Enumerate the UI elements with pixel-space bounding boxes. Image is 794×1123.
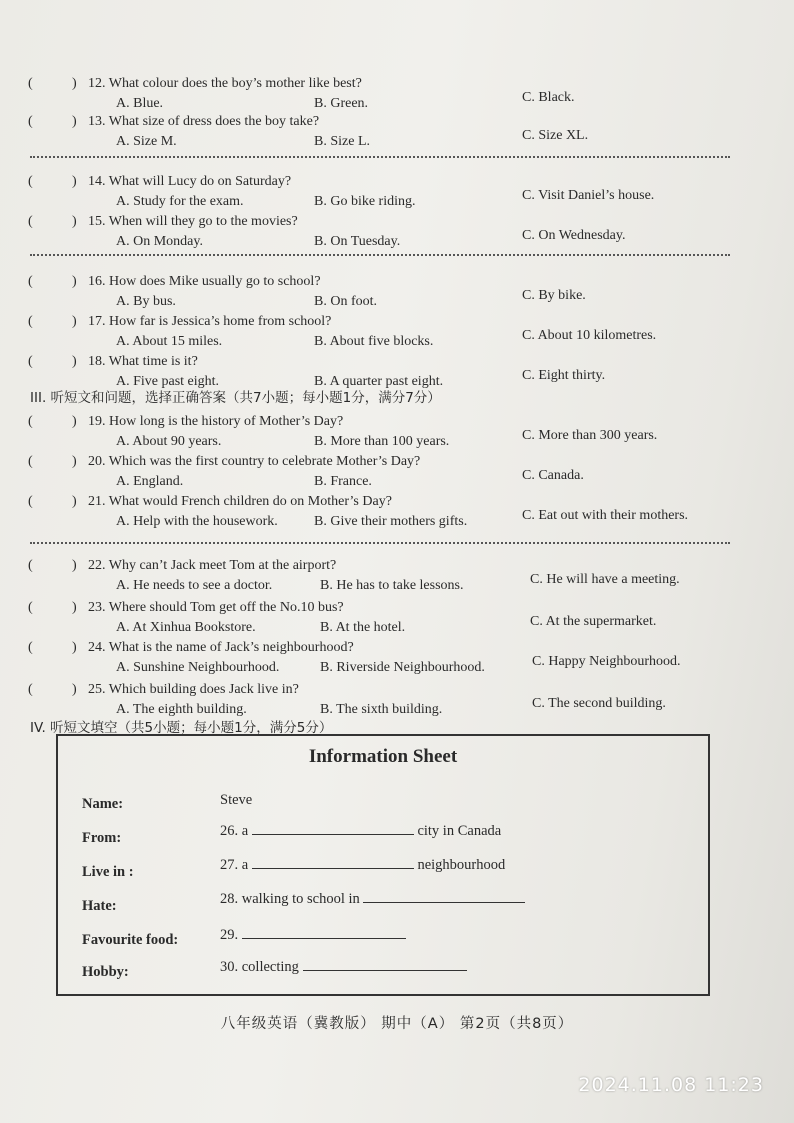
option-b: B. On Tuesday. xyxy=(314,234,401,249)
option-c: C. More than 300 years. xyxy=(522,428,658,443)
option-b: B. More than 100 years. xyxy=(314,434,450,449)
blank-27: 27. a neighbourhood xyxy=(220,857,506,873)
option-b: B. About five blocks. xyxy=(314,334,434,349)
question-text: 20. Which was the first country to celebrate Mother’s Day? xyxy=(88,454,421,469)
option-a: A. Help with the housework. xyxy=(116,514,278,529)
question-text: 21. What would French children do on Mother’s Day? xyxy=(88,494,392,509)
answer-paren[interactable]: ( ) xyxy=(28,682,77,697)
question-text: 14. What will Lucy do on Saturday? xyxy=(88,174,292,189)
option-c: C. Eight thirty. xyxy=(522,368,606,383)
photo-timestamp: 2024.11.08 11:23 xyxy=(578,1074,764,1096)
answer-paren[interactable]: ( ) xyxy=(28,76,77,91)
label-live-in: Live in : xyxy=(82,864,134,880)
option-a: A. The eighth building. xyxy=(116,702,247,717)
option-a: A. Sunshine Neighbourhood. xyxy=(116,660,280,675)
option-c: C. The second building. xyxy=(532,696,666,711)
option-b: B. Riverside Neighbourhood. xyxy=(320,660,485,675)
dotted-divider xyxy=(30,542,730,544)
option-b: B. A quarter past eight. xyxy=(314,374,444,389)
question-text: 23. Where should Tom get off the No.10 bus? xyxy=(88,600,344,615)
option-c: C. Happy Neighbourhood. xyxy=(532,654,681,669)
question-14 xyxy=(0,174,794,214)
option-c: C. About 10 kilometres. xyxy=(522,328,657,343)
question-20 xyxy=(0,454,794,494)
blank-26-line[interactable] xyxy=(252,822,414,835)
section-4-heading: IV. 听短文填空（共5小题；每小题1分，满分5分） xyxy=(30,720,333,736)
question-text: 24. What is the name of Jack’s neighbourhood? xyxy=(88,640,354,655)
option-a: A. Study for the exam. xyxy=(116,194,244,209)
information-sheet xyxy=(56,734,710,996)
question-text: 22. Why can’t Jack meet Tom at the airport? xyxy=(88,558,337,573)
answer-paren[interactable]: ( ) xyxy=(28,640,77,655)
question-21 xyxy=(0,494,794,534)
label-from: From: xyxy=(82,830,122,846)
blank-29: 29. xyxy=(220,926,406,944)
option-a: A. About 90 years. xyxy=(116,434,222,449)
question-17 xyxy=(0,314,794,354)
option-a: A. At Xinhua Bookstore. xyxy=(116,620,256,635)
question-19 xyxy=(0,414,794,454)
answer-paren[interactable]: ( ) xyxy=(28,274,77,289)
option-c: C. He will have a meeting. xyxy=(530,572,680,587)
section-3-heading: III. 听短文和问题，选择正确答案（共7小题；每小题1分，满分7分） xyxy=(30,390,441,406)
blank-27-line[interactable] xyxy=(252,856,414,869)
label-hate: Hate: xyxy=(82,898,117,914)
question-text: 19. How long is the history of Mother’s Day? xyxy=(88,414,344,429)
blank-28-line[interactable] xyxy=(363,890,525,903)
option-a: A. On Monday. xyxy=(116,234,203,249)
option-a: A. Blue. xyxy=(116,96,164,111)
question-text: 13. What size of dress does the boy take? xyxy=(88,114,320,129)
answer-paren[interactable]: ( ) xyxy=(28,114,77,129)
option-c: C. Black. xyxy=(522,90,575,105)
question-22 xyxy=(0,558,794,598)
blank-30-line[interactable] xyxy=(303,958,467,971)
question-16 xyxy=(0,274,794,314)
option-a: A. Five past eight. xyxy=(116,374,220,389)
option-c: C. On Wednesday. xyxy=(522,228,626,243)
option-c: C. Eat out with their mothers. xyxy=(522,508,689,523)
question-text: 16. How does Mike usually go to school? xyxy=(88,274,321,289)
answer-paren[interactable]: ( ) xyxy=(28,414,77,429)
answer-paren[interactable]: ( ) xyxy=(28,454,77,469)
option-b: B. Size L. xyxy=(314,134,370,149)
option-c: C. Size XL. xyxy=(522,128,589,143)
blank-29-line[interactable] xyxy=(242,926,406,939)
answer-paren[interactable]: ( ) xyxy=(28,214,77,229)
option-c: C. Visit Daniel’s house. xyxy=(522,188,655,203)
option-b: B. The sixth building. xyxy=(320,702,443,717)
answer-paren[interactable]: ( ) xyxy=(28,314,77,329)
option-b: B. France. xyxy=(314,474,372,489)
option-a: A. He needs to see a doctor. xyxy=(116,578,273,593)
question-23 xyxy=(0,600,794,640)
answer-paren[interactable]: ( ) xyxy=(28,600,77,615)
option-c: C. By bike. xyxy=(522,288,586,303)
page-footer: 八年级英语（冀教版） 期中（A） 第2页（共8页） xyxy=(220,1016,574,1032)
question-13 xyxy=(0,114,794,154)
option-a: A. Size M. xyxy=(116,134,177,149)
blank-28: 28. walking to school in xyxy=(220,890,525,908)
option-b: B. Go bike riding. xyxy=(314,194,416,209)
question-text: 12. What colour does the boy’s mother like best? xyxy=(88,76,362,91)
option-c: C. Canada. xyxy=(522,468,584,483)
option-b: B. At the hotel. xyxy=(320,620,406,635)
answer-paren[interactable]: ( ) xyxy=(28,354,77,369)
question-text: 15. When will they go to the movies? xyxy=(88,214,298,229)
blank-26: 26. a city in Canada xyxy=(220,823,502,839)
option-b: B. Give their mothers gifts. xyxy=(314,514,468,529)
label-name: Name: xyxy=(82,796,124,812)
information-sheet-title: Information Sheet xyxy=(308,746,458,767)
dotted-divider xyxy=(30,156,730,158)
question-15 xyxy=(0,214,794,254)
question-24 xyxy=(0,640,794,680)
label-favourite-food: Favourite food: xyxy=(82,932,179,948)
option-b: B. On foot. xyxy=(314,294,377,309)
option-a: A. By bus. xyxy=(116,294,176,309)
option-a: A. England. xyxy=(116,474,184,489)
option-c: C. At the supermarket. xyxy=(530,614,657,629)
question-text: 17. How far is Jessica’s home from school? xyxy=(88,314,332,329)
value-name: Steve xyxy=(220,792,253,808)
dotted-divider xyxy=(30,254,730,256)
option-b: B. He has to take lessons. xyxy=(320,578,464,593)
label-hobby: Hobby: xyxy=(82,964,129,980)
question-text: 25. Which building does Jack live in? xyxy=(88,682,299,697)
answer-paren[interactable]: ( ) xyxy=(28,494,77,509)
answer-paren[interactable]: ( ) xyxy=(28,174,77,189)
answer-paren[interactable]: ( ) xyxy=(28,558,77,573)
blank-30: 30. collecting xyxy=(220,958,467,976)
option-b: B. Green. xyxy=(314,96,369,111)
option-a: A. About 15 miles. xyxy=(116,334,223,349)
question-text: 18. What time is it? xyxy=(88,354,198,369)
question-12 xyxy=(0,76,794,116)
